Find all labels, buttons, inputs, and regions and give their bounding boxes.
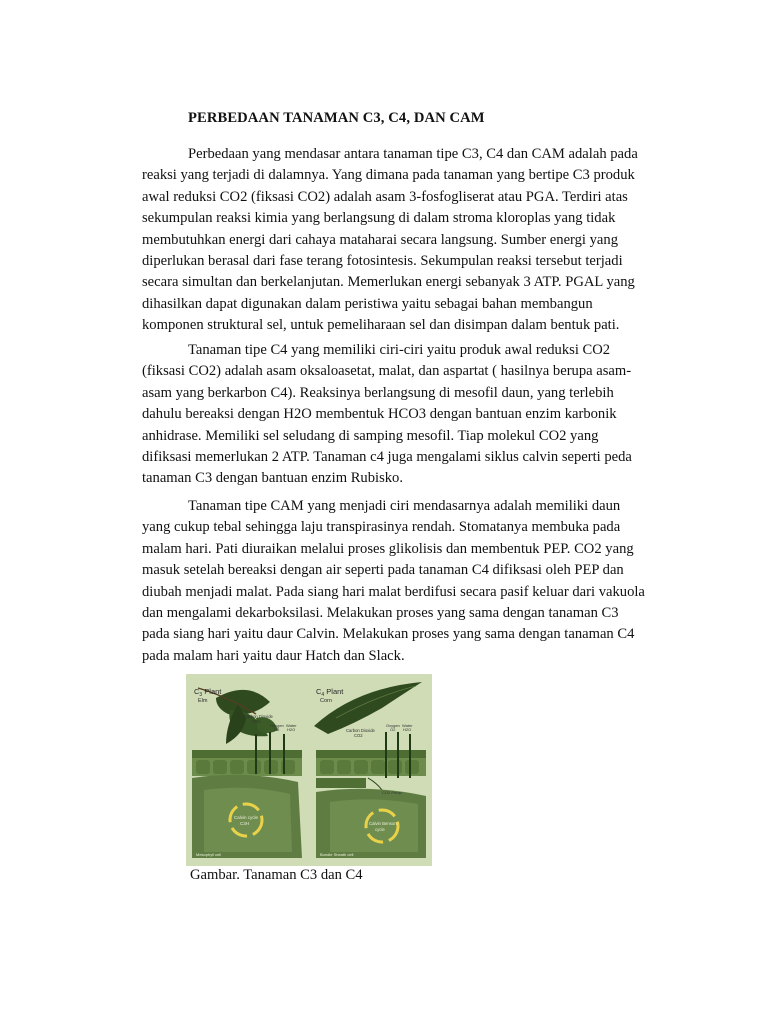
paragraph-line: secara simultan dan berkelanjutan. Memerlukan energi sebanyak 3 ATP. PGAL yang xyxy=(142,274,635,291)
paragraph-line: dihasilkan dapat digunakan dalam peristiwa yaitu sebagai bahan membangun xyxy=(142,295,593,312)
svg-text:O2: O2 xyxy=(274,727,280,732)
paragraph-line: dan mengalami dekarboksilasi. Melakukan proses yang sama dengan tanaman C3 xyxy=(142,604,619,621)
svg-text:Oxygen: Oxygen xyxy=(270,723,284,728)
paragraph-cam xyxy=(142,496,672,667)
paragraph-line: membutuhkan energi dari cahaya mataharai secara langsung. Sumber energi yang xyxy=(142,231,619,248)
svg-text:C3H: C3H xyxy=(240,821,250,826)
paragraph-line: diperlukan berasal dari fase terang fotosintesis. Sekumpulan reaksi tersebut terjadi xyxy=(142,252,623,269)
svg-text:H2O: H2O xyxy=(403,727,412,732)
paragraph-c3 xyxy=(142,144,672,337)
svg-text:Mesophyll cell: Mesophyll cell xyxy=(196,852,222,857)
svg-text:Carbon Dioxide: Carbon Dioxide xyxy=(244,714,273,719)
svg-text:CO2: CO2 xyxy=(354,733,363,738)
svg-text:Corn: Corn xyxy=(320,698,332,704)
figure-caption: Gambar. Tanaman C3 dan C4 xyxy=(190,867,363,883)
svg-text:CO2 Pump: CO2 Pump xyxy=(382,790,402,795)
paragraph-line: reaksi yang terjadi di dalamnya. Yang dimana pada tanaman yang bertipe C3 produk xyxy=(142,167,635,184)
svg-text:Water: Water xyxy=(286,723,297,728)
svg-text:C4 Plant: $C_4$ Plant xyxy=(316,687,344,698)
document-title: PERBEDAAN TANAMAN C3, C4, DAN CAM xyxy=(188,110,485,126)
paragraph-line: malam hari. Pati diuraikan melalui proses glikolisis dan membentuk PEP. CO2 yang xyxy=(142,540,634,557)
svg-text:C3 Plant: $C_3$ Plant xyxy=(194,687,222,698)
svg-text:cycle: cycle xyxy=(375,827,385,832)
paragraph-line: Tanaman tipe C4 yang memiliki ciri-ciri yaitu produk awal reduksi CO2 xyxy=(188,342,611,358)
svg-text:O2: O2 xyxy=(390,727,396,732)
c3-c4-plant-figure xyxy=(186,674,432,866)
paragraph-line: diubah menjadi malat. Pada siang hari malat berdifusi secara pasif keluar dari vakuola xyxy=(142,583,645,600)
svg-text:Elm: Elm xyxy=(198,698,208,704)
paragraph-line: masuk setelah bereaksi dengan air seperti pada tanaman C4 difiksasi oleh PEP dan xyxy=(142,562,624,579)
paragraph-line: asam yang berkarbon C4). Reaksinya berlangsung di mesofil daun, yang terlebih xyxy=(142,384,614,401)
paragraph-line: difiksasi memerlukan 2 ATP. Tanaman c4 juga mengalami siklus calvin seperti peda xyxy=(142,448,632,465)
paragraph-c4 xyxy=(142,340,672,490)
paragraph-line: yang cukup tebal sehingga laju transpirasinya rendah. Stomatanya membuka pada xyxy=(142,519,621,536)
paragraph-line: Perbedaan yang mendasar antara tanaman tipe C3, C4 dan CAM adalah pada xyxy=(188,146,638,162)
paragraph-line: tanaman C3 dengan bantuan enzim Rubisko. xyxy=(142,470,404,487)
paragraph-line: Tanaman tipe CAM yang menjadi ciri mendasarnya adalah memiliki daun xyxy=(188,498,621,514)
paragraph-line: pada malam hari yaitu daur Hatch dan Slack. xyxy=(142,647,405,664)
svg-text:Oxygen: Oxygen xyxy=(386,723,400,728)
svg-text:Bundle Sheath cell: Bundle Sheath cell xyxy=(320,852,354,857)
paragraph-line: pada siang hari yaitu daur Calvin. Melakukan proses yang sama dengan tanaman C4 xyxy=(142,626,635,643)
svg-text:CO2: CO2 xyxy=(252,719,261,724)
paragraph-line: awal reduksi CO2 (fiksasi CO2) adalah asam 3-fosfogliserat atau PGA. Terdiri atas xyxy=(142,188,628,205)
figure-illustration xyxy=(186,674,432,866)
paragraph-line: komponen struktural sel, untuk pemeliharaan sel dan disimpan dalam bentuk pati. xyxy=(142,317,620,334)
paragraph-line: dahulu bereaksi dengan H2O membentuk HCO3 dengan bantuan enzim karbonik xyxy=(142,406,617,423)
svg-text:H2O: H2O xyxy=(287,727,296,732)
svg-text:Calvin cycle: Calvin cycle xyxy=(234,815,259,820)
svg-text:Calvin Benson: Calvin Benson xyxy=(369,821,397,826)
paragraph-line: sekumpulan reaksi kimia yang berlangsung di dalam stroma kloroplas yang tidak xyxy=(142,210,616,227)
svg-text:Water: Water xyxy=(402,723,413,728)
svg-text:Carbon Dioxide: Carbon Dioxide xyxy=(346,728,375,733)
paragraph-line: anhidrase. Memiliki sel seludang di samping mesofil. Tiap molekul CO2 yang xyxy=(142,427,599,444)
paragraph-line: (fiksasi CO2) adalah asam oksaloasetat, malat, dan aspartat ( hasilnya berupa asam- xyxy=(142,363,632,380)
